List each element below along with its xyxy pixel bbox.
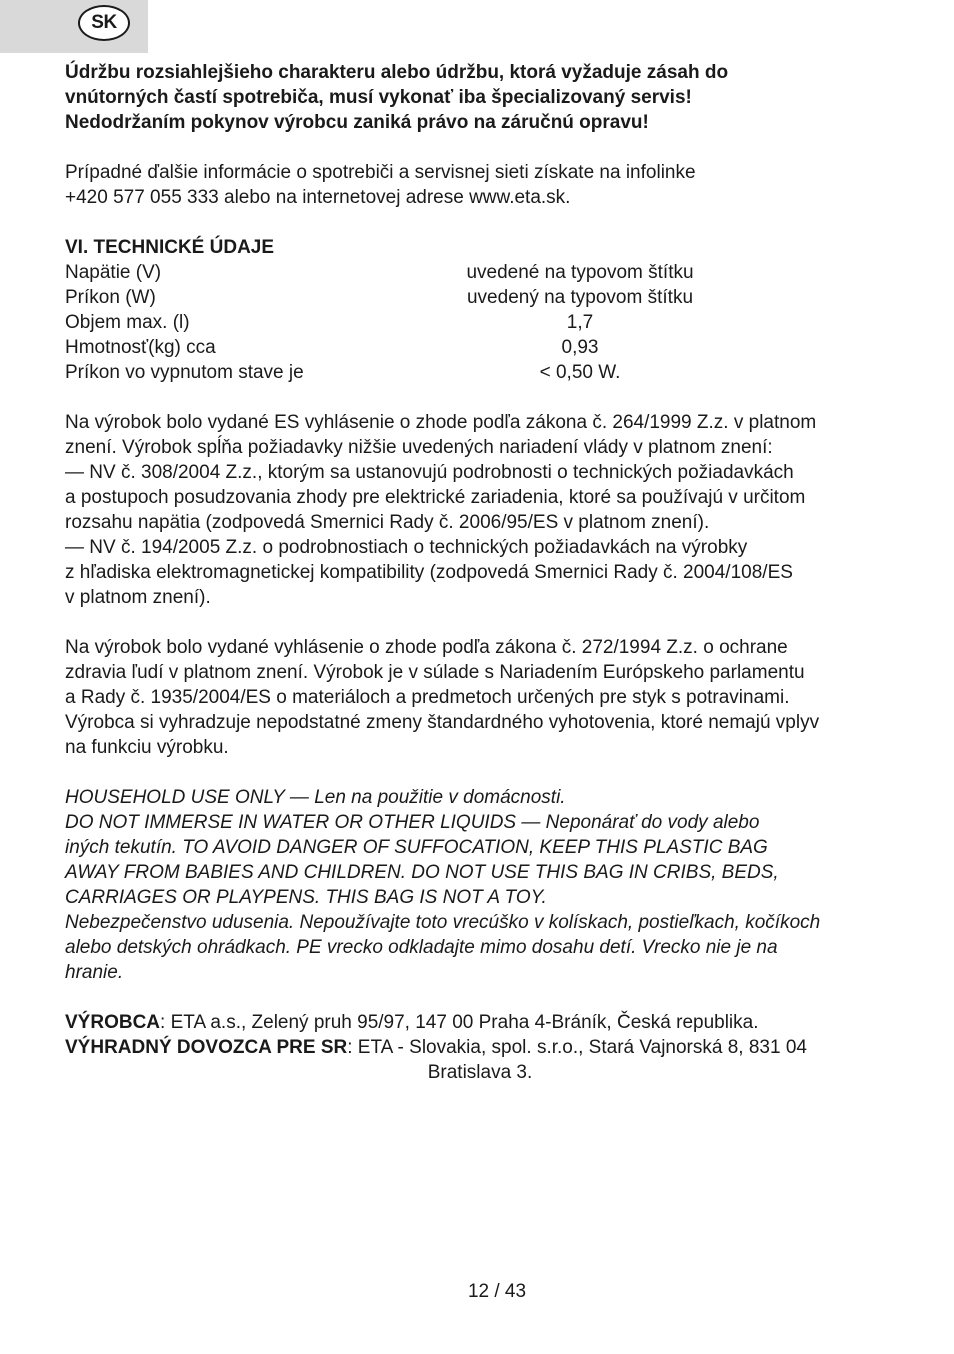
safety-line: iných tekutín. TO AVOID DANGER OF SUFFOCATION, KEEP THIS PLASTIC BAG <box>65 837 768 858</box>
importer-line-2: Bratislava 3. <box>427 1062 533 1083</box>
regulation-item <box>65 535 895 610</box>
manufacturer-info <box>65 1010 895 1085</box>
manufacturer-label: VÝROBCA <box>65 1012 161 1033</box>
importer-text: : ETA - Slovakia, spol. s.r.o., Stará Vajnorská 8, 831 04 <box>347 1037 807 1058</box>
safety-line: alebo detských ohrádkach. PE vrecko odkladajte mimo dosahu detí. Vrecko nie je na <box>65 937 778 958</box>
regulation-line: v platnom znení). <box>65 587 211 608</box>
regulation-item <box>65 460 895 535</box>
spec-row <box>65 310 895 335</box>
spec-value: uvedené na typovom štítku <box>466 262 694 283</box>
spec-label: Objem max. (l) <box>65 312 190 333</box>
info-line: Prípadné ďalšie informácie o spotrebiči a servisnej sieti získate na infolinke <box>65 162 696 183</box>
safety-line: CARRIAGES OR PLAYPENS. THIS BAG IS NOT A TOY. <box>65 887 547 908</box>
info-line: +420 577 055 333 alebo na internetovej adrese www.eta.sk. <box>65 187 571 208</box>
service-warning <box>65 60 895 135</box>
spec-value: 0,93 <box>561 337 599 358</box>
spec-row <box>65 360 895 385</box>
spec-label: Napätie (V) <box>65 262 162 283</box>
safety-line: DO NOT IMMERSE IN WATER OR OTHER LIQUIDS — Neponárať do vody alebo <box>65 812 760 833</box>
language-tab <box>0 0 148 53</box>
warning-line: Údržbu rozsiahlejšieho charakteru alebo údržbu, ktorá vyžaduje zásah do <box>65 62 729 83</box>
es-intro-line: znení. Výrobok spĺňa požiadavky nižšie uvedených nariadení vlády v platnom znení: <box>65 437 773 458</box>
regulation-line: — NV č. 308/2004 Z.z., ktorým sa ustanovujú podrobnosti o technických požiadavkách <box>65 462 794 483</box>
safety-line: hranie. <box>65 962 124 983</box>
importer-label: VÝHRADNÝ DOVOZCA PRE SR <box>65 1037 348 1058</box>
regulation-line: rozsahu napätia (zodpovedá Smernici Rady č. 2006/95/ES v platnom znení). <box>65 512 710 533</box>
health-line: a Rady č. 1935/2004/ES o materiáloch a predmetoch určených pre styk s potravinami. <box>65 687 790 708</box>
regulation-line: — NV č. 194/2005 Z.z. o podrobnostiach o technických požiadavkách na výrobky <box>65 537 748 558</box>
language-code: SK <box>91 12 117 33</box>
spec-label: Hmotnosť(kg) cca <box>65 337 216 358</box>
manufacturer-line <box>65 1010 895 1035</box>
health-declaration <box>65 635 895 760</box>
es-declaration <box>65 410 895 610</box>
manufacturer-text: : ETA a.s., Zelený pruh 95/97, 147 00 Praha 4-Bráník, Česká republika. <box>160 1012 759 1033</box>
spec-row <box>65 260 895 285</box>
health-line: zdravia ľudí v platnom znení. Výrobok je v súlade s Nariadením Európskeho parlamentu <box>65 662 805 683</box>
spec-row <box>65 285 895 310</box>
warning-line: vnútorných častí spotrebiča, musí vykonať iba špecializovaný servis! <box>65 87 692 108</box>
health-line: Na výrobok bolo vydané vyhlásenie o zhode podľa zákona č. 272/1994 Z.z. o ochrane <box>65 637 788 658</box>
technical-data <box>65 235 895 385</box>
es-intro-line: Na výrobok bolo vydané ES vyhlásenie o zhode podľa zákona č. 264/1999 Z.z. v platnom <box>65 412 817 433</box>
warning-line: Nedodržaním pokynov výrobcu zaniká právo na záručnú opravu! <box>65 112 649 133</box>
page-number: 12 / 43 <box>467 1281 527 1302</box>
page-content <box>65 60 895 1085</box>
technical-data-heading: VI. TECHNICKÉ ÚDAJE <box>65 237 275 258</box>
spec-value: < 0,50 W. <box>539 362 621 383</box>
spec-row <box>65 335 895 360</box>
spec-value: 1,7 <box>566 312 594 333</box>
health-line: Výrobca si vyhradzuje nepodstatné zmeny štandardného vyhotovenia, ktoré nemajú vplyv <box>65 712 820 733</box>
safety-warnings <box>65 785 895 985</box>
importer-line <box>65 1035 895 1060</box>
safety-line: HOUSEHOLD USE ONLY — Len na použitie v domácnosti. <box>65 787 566 808</box>
safety-line: Nebezpečenstvo udusenia. Nepoužívajte toto vrecúško v kolískach, postieľkach, kočíkoch <box>65 912 821 933</box>
language-badge <box>78 5 130 41</box>
spec-value: uvedený na typovom štítku <box>466 287 694 308</box>
spec-label: Príkon vo vypnutom stave je <box>65 362 304 383</box>
regulation-line: z hľadiska elektromagnetickej kompatibility (zodpovedá Smernici Rady č. 2004/108/ES <box>65 562 793 583</box>
safety-line: AWAY FROM BABIES AND CHILDREN. DO NOT USE THIS BAG IN CRIBS, BEDS, <box>65 862 779 883</box>
info-paragraph <box>65 160 895 210</box>
regulation-line: a postupoch posudzovania zhody pre elektrické zariadenia, ktoré sa používajú v určitom <box>65 487 806 508</box>
health-line: na funkciu výrobku. <box>65 737 229 758</box>
spec-label: Príkon (W) <box>65 287 156 308</box>
